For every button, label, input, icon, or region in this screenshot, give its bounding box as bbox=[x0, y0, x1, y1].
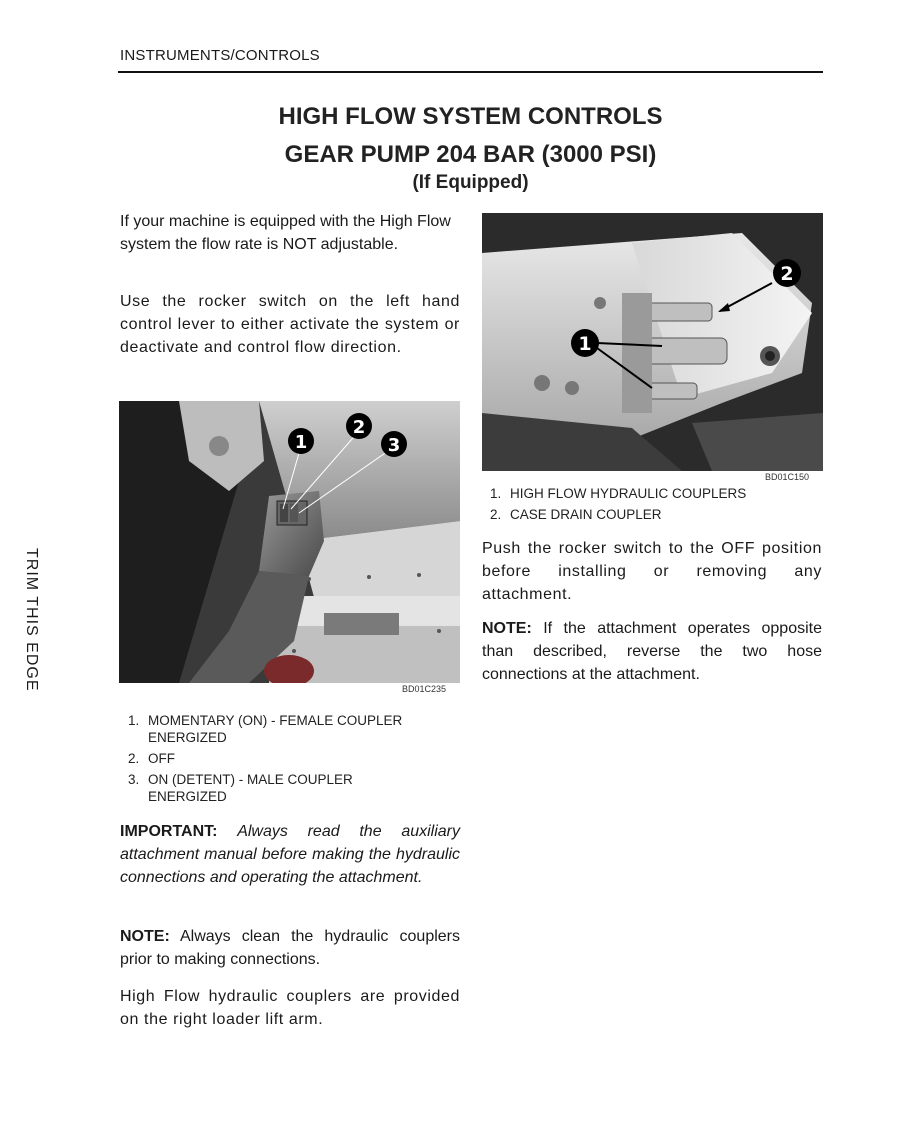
equipped-note: (If Equipped) bbox=[412, 172, 529, 193]
important-text: Always read the auxiliary attachment manual before making the hydraulic connections and operating the attachment. bbox=[120, 823, 461, 886]
note-right-label: NOTE: bbox=[482, 620, 532, 637]
couplers-photo bbox=[482, 213, 823, 471]
important-block bbox=[120, 820, 460, 889]
left-figure-code: BD01C235 bbox=[402, 684, 447, 694]
left-caption-list bbox=[128, 712, 468, 805]
right-paragraph: Push the rocker switch to the OFF position before installing or removing any attachment. bbox=[482, 540, 822, 603]
page-title: HIGH FLOW SYSTEM CONTROLS bbox=[278, 103, 663, 130]
control-lever-photo bbox=[119, 401, 460, 683]
left-callout-1: 1 bbox=[294, 432, 308, 453]
right-caption-list bbox=[490, 485, 820, 523]
left-callout-3: 3 bbox=[387, 435, 401, 456]
section-header: INSTRUMENTS/CONTROLS bbox=[120, 47, 320, 64]
right-figure-code: BD01C150 bbox=[765, 472, 810, 482]
note-left-text: Always clean the hydraulic couplers prior to making connections. bbox=[120, 928, 460, 968]
intro-paragraph-2: Use the rocker switch on the left hand control lever to either activate the system or deactivate and control flow direction. bbox=[120, 293, 460, 356]
note-left-block bbox=[120, 925, 460, 971]
intro-paragraph-1: If your machine is equipped with the High Flow system the flow rate is NOT adjustable. bbox=[120, 213, 451, 253]
left-callout-2: 2 bbox=[352, 417, 366, 438]
left-caption-item-2: 2. OFF bbox=[128, 751, 175, 766]
right-caption-item-1: 1. HIGH FLOW HYDRAULIC COUPLERS bbox=[490, 486, 747, 501]
header-rule bbox=[118, 71, 823, 73]
note-left-label: NOTE: bbox=[120, 928, 170, 945]
left-caption-item-3: 3. ON (DETENT) - MALE COUPLER ENERGIZED bbox=[128, 772, 353, 804]
important-label: IMPORTANT: bbox=[120, 823, 218, 840]
right-callout-2: 2 bbox=[780, 263, 794, 285]
left-caption-item-1: 1. MOMENTARY (ON) - FEMALE COUPLER ENERGIZED bbox=[128, 713, 403, 745]
right-callout-1: 1 bbox=[578, 333, 592, 355]
closing-paragraph: High Flow hydraulic couplers are provided on the right loader lift arm. bbox=[120, 988, 460, 1028]
page-subtitle: GEAR PUMP 204 BAR (3000 PSI) bbox=[284, 141, 657, 168]
note-right-text: If the attachment operates opposite than described, reverse the two hose connections at the attachment. bbox=[482, 620, 822, 683]
note-right-block bbox=[482, 617, 822, 686]
right-caption-item-2: 2. CASE DRAIN COUPLER bbox=[490, 507, 662, 522]
trim-edge-label: TRIM THIS EDGE bbox=[23, 548, 40, 692]
